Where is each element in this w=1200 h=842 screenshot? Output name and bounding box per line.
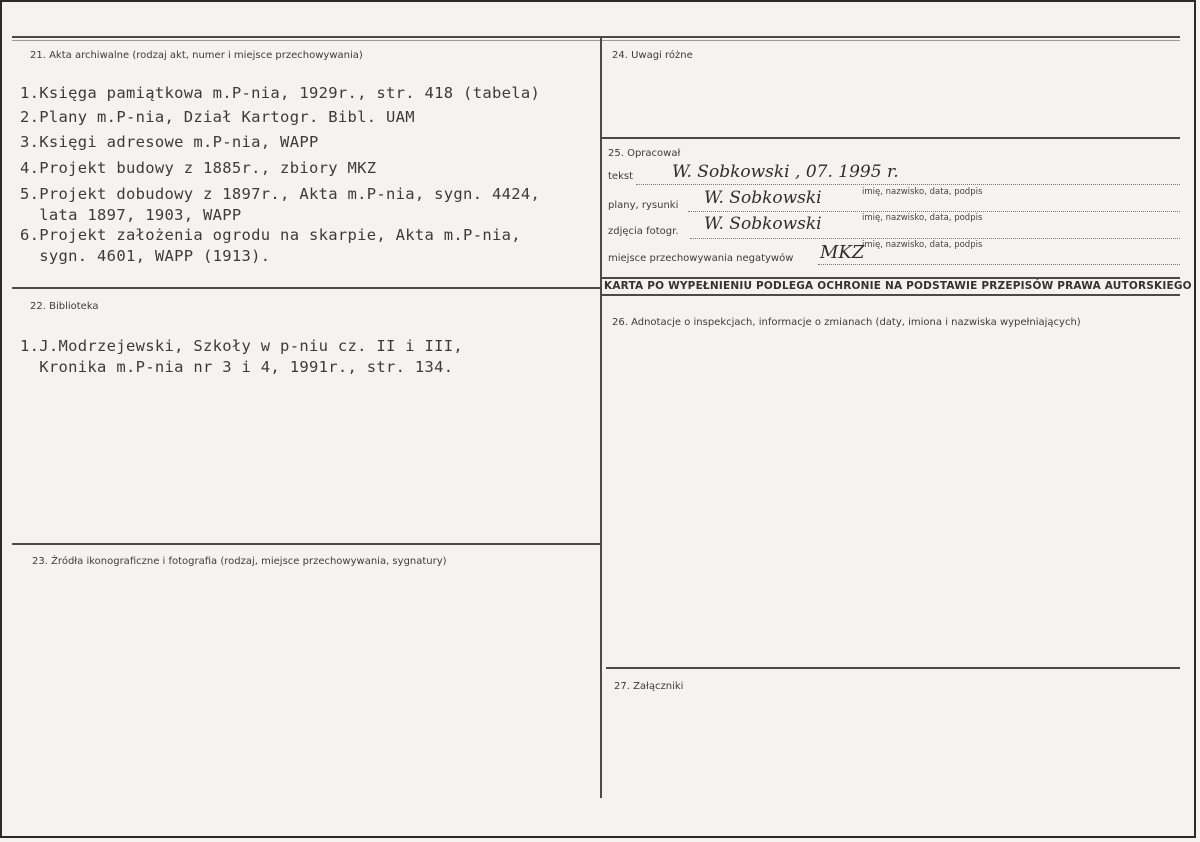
field-zdjecia-hint: imię, nazwisko, data, podpis [862,240,983,250]
field-plany-hint: imię, nazwisko, data, podpis [862,213,983,223]
top-rule [12,36,1180,38]
section-27-label: 27. Załączniki [614,681,684,692]
archive-item: 6.Projekt założenia ogrodu na skarpie, Akta m.P-nia, sygn. 4601, WAPP (1913). [20,226,521,265]
field-zdjecia-label: zdjęcia fotogr. [608,226,679,237]
section-23-label: 23. Źródła ikonograficzne i fotografia (rodzaj, miejsce przechowywania, sygnatury) [32,556,447,567]
archive-item: 2.Plany m.P-nia, Dział Kartogr. Bibl. UAM [20,108,415,126]
field-tekst-value: W. Sobkowski , 07. 1995 r. [672,162,899,182]
archive-item: 3.Księgi adresowe m.P-nia, WAPP [20,133,319,151]
field-negatywy-line [818,264,1180,265]
library-item: 1.J.Modrzejewski, Szkoły w p-niu cz. II i III, Kronika m.P-nia nr 3 i 4, 1991r., str. 134. [20,337,464,376]
field-plany-line [688,211,1180,212]
field-tekst-label: tekst [608,171,633,182]
field-tekst-hint: imię, nazwisko, data, podpis [862,187,983,197]
field-negatywy-value: MKZ [820,242,865,263]
section-26-label: 26. Adnotacje o inspekcjach, informacje o zmianach (daty, imiona i nazwiska wypełniających) [612,317,1081,328]
field-plany-label: plany, rysunki [608,200,679,211]
rule-22-23 [12,543,602,545]
copyright-notice: KARTA PO WYPEŁNIENIU PODLEGA OCHRONIE NA PODSTAWIE PRZEPISÓW PRAWA AUTORSKIEGO [604,280,1192,292]
section-24-label: 24. Uwagi różne [612,50,693,61]
rule-notice-bottom [602,294,1180,296]
field-tekst-line [636,184,1180,185]
section-21-label: 21. Akta archiwalne (rodzaj akt, numer i miejsce przechowywania) [30,50,363,61]
field-negatywy-label: miejsce przechowywania negatywów [608,253,794,264]
column-divider [600,38,602,798]
section-22-label: 22. Biblioteka [30,301,99,312]
archive-item: 4.Projekt budowy z 1885r., zbiory MKZ [20,159,377,177]
archive-item: 1.Księga pamiątkowa m.P-nia, 1929r., str. 418 (tabela) [20,84,541,102]
field-zdjecia-value: W. Sobkowski [704,214,822,234]
rule-26-27 [606,667,1180,669]
archive-item: 5.Projekt dobudowy z 1897r., Akta m.P-nia, sygn. 4424, lata 1897, 1903, WAPP [20,185,541,224]
top-rule-inner [12,40,1180,41]
rule-notice-top [602,277,1180,279]
section-25-label: 25. Opracował [608,148,681,159]
field-plany-value: W. Sobkowski [704,188,822,208]
field-zdjecia-line [690,238,1180,239]
rule-21-22 [12,287,600,289]
rule-24-25 [602,137,1180,139]
